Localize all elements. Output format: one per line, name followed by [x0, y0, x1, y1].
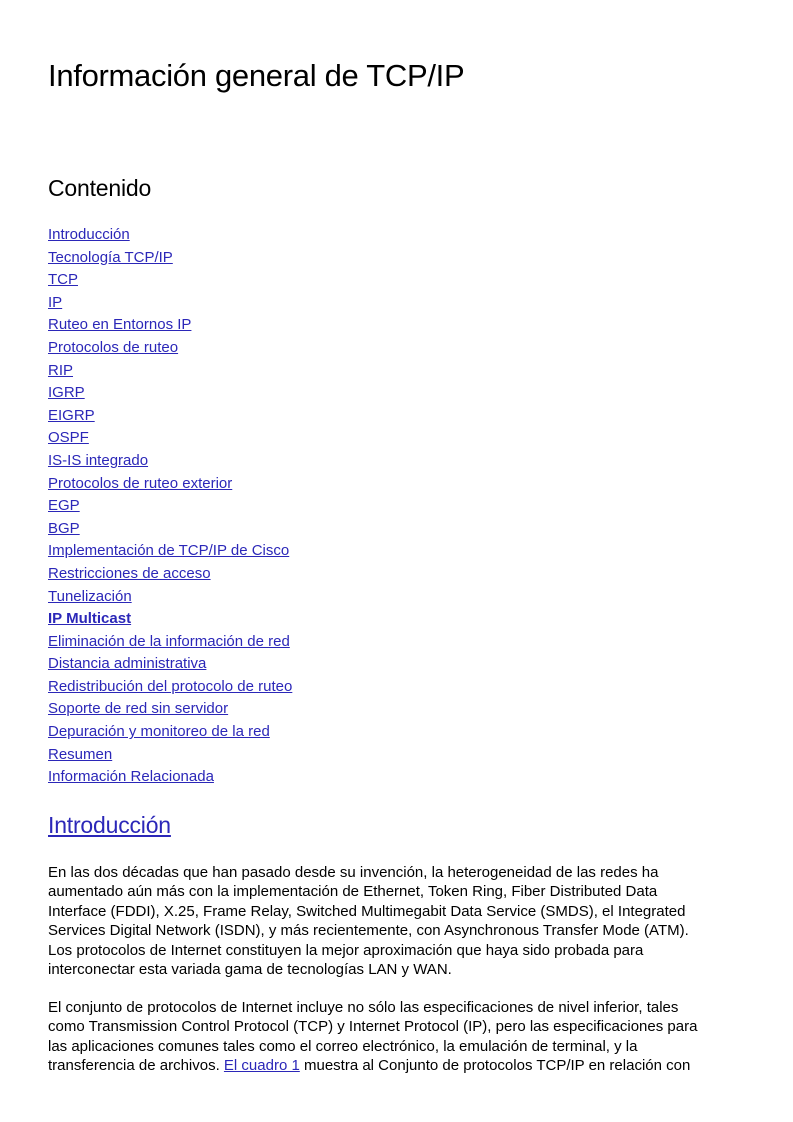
toc-item	[48, 745, 292, 768]
toc-item	[48, 519, 292, 542]
toc-item	[48, 474, 292, 497]
toc-item	[48, 541, 292, 564]
toc-link[interactable]: BGP	[48, 519, 80, 537]
toc-link[interactable]: TCP	[48, 271, 78, 289]
toc-link[interactable]: IGRP	[48, 384, 85, 402]
toc-item	[48, 767, 292, 790]
toc-link[interactable]: Implementación de TCP/IP de Cisco	[48, 542, 290, 560]
toc-item	[48, 225, 292, 248]
toc-item	[48, 248, 292, 271]
section-heading-link[interactable]: Introducción	[48, 812, 171, 838]
toc-item	[48, 699, 292, 722]
toc-item	[48, 451, 292, 474]
page-title: Información general de TCP/IP	[48, 58, 465, 93]
toc-link[interactable]: Resumen	[48, 745, 113, 763]
toc-link[interactable]: RIP	[48, 361, 74, 379]
intro-paragraph-2	[48, 998, 748, 1076]
toc-link[interactable]: Introducción	[48, 226, 130, 243]
toc-heading: Contenido	[48, 175, 152, 201]
toc-link[interactable]: Eliminación de la información de red	[48, 632, 290, 650]
toc-link[interactable]: EIGRP	[48, 406, 95, 424]
toc-link[interactable]: Redistribución del protocolo de ruteo	[48, 677, 293, 695]
table-of-contents	[48, 225, 292, 790]
toc-link[interactable]: Protocolos de ruteo exterior	[48, 474, 233, 492]
toc-item	[48, 587, 292, 610]
paragraph-line: las aplicaciones comunes tales como el correo electrónico, la emulación de terminal, y la	[48, 1037, 638, 1055]
paragraph-text: transferencia de archivos.	[48, 1057, 224, 1075]
toc-item	[48, 428, 292, 451]
toc-link[interactable]: IS-IS integrado	[48, 451, 149, 469]
paragraph-line: como Transmission Control Protocol (TCP) y Internet Protocol (IP), pero las especificaciones para	[48, 1018, 698, 1036]
paragraph-line: En las dos décadas que han pasado desde su invención, la heterogeneidad de las redes ha	[48, 864, 659, 881]
toc-item	[48, 338, 292, 361]
toc-item	[48, 722, 292, 745]
toc-link[interactable]: EGP	[48, 497, 80, 515]
toc-item	[48, 654, 292, 677]
toc-link[interactable]: Ruteo en Entornos IP	[48, 316, 192, 334]
toc-link[interactable]: OSPF	[48, 429, 89, 447]
paragraph-line	[48, 1056, 748, 1075]
paragraph-line: El conjunto de protocolos de Internet incluye no sólo las especificaciones de nivel inferior, tales	[48, 999, 679, 1016]
toc-item	[48, 383, 292, 406]
paragraph-line: aumentado aún más con la implementación de Ethernet, Token Ring, Fiber Distributed Data	[48, 883, 658, 901]
toc-link[interactable]: Protocolos de ruteo	[48, 338, 179, 356]
toc-item	[48, 293, 292, 316]
toc-item	[48, 677, 292, 700]
cuadro-1-link[interactable]: El cuadro 1	[223, 1057, 300, 1075]
toc-item	[48, 609, 292, 632]
toc-item	[48, 361, 292, 384]
toc-link[interactable]: Depuración y monitoreo de la red	[48, 723, 270, 741]
toc-link[interactable]: Tecnología TCP/IP	[48, 248, 173, 266]
toc-link[interactable]: Información Relacionada	[48, 768, 214, 786]
intro-paragraph-1	[48, 863, 748, 979]
toc-item	[48, 496, 292, 519]
paragraph-line: Services Digital Network (ISDN), y más recientemente, con Asynchronous Transfer Mode (ATM).	[48, 922, 689, 940]
toc-item	[48, 632, 292, 655]
toc-link[interactable]: Restricciones de acceso	[48, 564, 211, 582]
toc-link[interactable]: Tunelización	[48, 587, 132, 605]
paragraph-line: Los protocolos de Internet constituyen la mejor aproximación que haya sido probada para	[48, 941, 644, 959]
toc-link[interactable]: IP Multicast	[48, 610, 132, 628]
paragraph-line: Interface (FDDI), X.25, Frame Relay, Switched Multimegabit Data Service (SMDS), el Integrated	[48, 902, 686, 920]
section-heading-introduccion	[48, 812, 171, 839]
toc-item	[48, 270, 292, 293]
toc-link[interactable]: IP	[48, 293, 63, 311]
toc-item	[48, 315, 292, 338]
toc-item	[48, 406, 292, 429]
toc-link[interactable]: Soporte de red sin servidor	[48, 700, 229, 718]
toc-item	[48, 564, 292, 587]
toc-link[interactable]: Distancia administrativa	[48, 655, 207, 673]
paragraph-text: muestra al Conjunto de protocolos TCP/IP en relación con	[299, 1057, 691, 1075]
paragraph-line: interconectar esta variada gama de tecnologías LAN y WAN.	[48, 961, 452, 979]
